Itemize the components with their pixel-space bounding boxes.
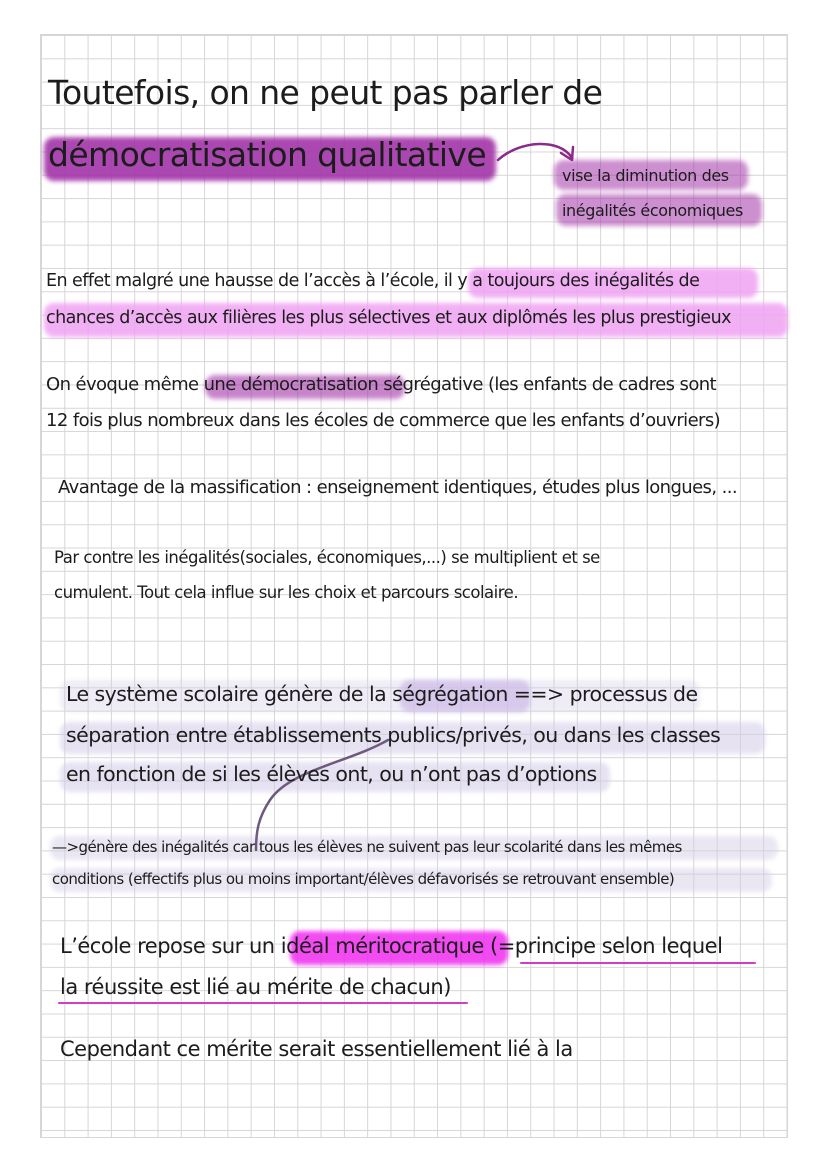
connector-line-icon [256, 740, 388, 850]
para4-line-2: cumulent. Tout cela influe sur les choix et parcours scolaire. [54, 583, 519, 602]
side-note-line-2: inégalités économiques [562, 201, 743, 220]
para1-line-2: chances d’accès aux filières les plus sélectives et aux diplômés les plus prestigieux [46, 308, 731, 328]
para6-line-1: —>génère des inégalités car tous les élèves ne suivent pas leur scolarité dans les mêmes [52, 838, 682, 856]
para4-line-1: Par contre les inégalités(sociales, économiques,...) se multiplient et se [54, 548, 600, 567]
para6-line-2: conditions (effectifs plus ou moins important/élèves défavorisés se retrouvant ensemble) [52, 870, 675, 888]
para2-line-2: 12 fois plus nombreux dans les écoles de commerce que les enfants d’ouvriers) [46, 410, 721, 431]
underline-reussite [58, 1002, 468, 1004]
para2-line-1: On évoque même une démocratisation ségrégative (les enfants de cadres sont [46, 374, 717, 395]
para7-line-1: L’école repose sur un idéal méritocratique (=principe selon lequel [60, 934, 723, 958]
para5-line-1: Le système scolaire génère de la ségrégation ==> processus de [66, 682, 698, 706]
title-line-2: démocratisation qualitative [48, 135, 487, 174]
underline-principe [520, 962, 756, 964]
para5-line-2: séparation entre établissements publics/privés, ou dans les classes [66, 723, 721, 747]
para1-line-1: En effet malgré une hausse de l’accès à l’école, il y a toujours des inégalités de [46, 271, 700, 291]
para7-line-2: la réussite est lié au mérite de chacun) [60, 975, 451, 999]
side-note-line-1: vise la diminution des [562, 166, 729, 185]
para8-line-1: Cependant ce mérite serait essentiellement lié à la [60, 1037, 573, 1061]
title-line-1: Toutefois, on ne peut pas parler de [48, 73, 603, 112]
para5-line-3: en fonction de si les élèves ont, ou n’ont pas d’options [66, 762, 597, 786]
para3-line-1: Avantage de la massification : enseignement identiques, études plus longues, ... [58, 477, 737, 498]
